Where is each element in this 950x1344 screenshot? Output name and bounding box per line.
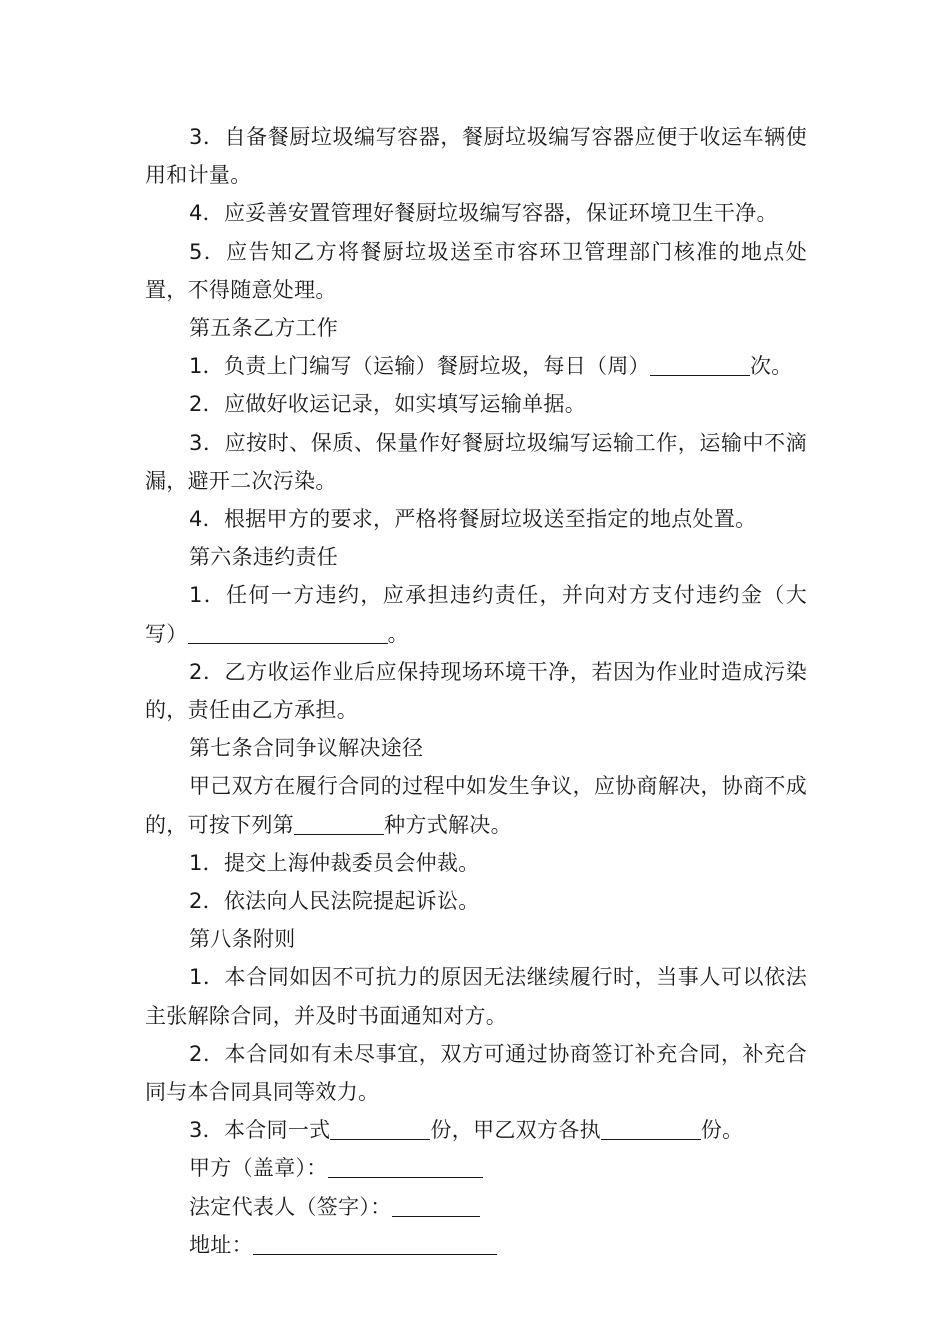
clause-paragraph <box>145 118 807 194</box>
paragraph-text: 2．应做好收运记录，如实填写运输单据。 <box>189 392 587 417</box>
paragraph-text: 甲己双方在履行合同的过程中如发生争议，应协商解决，协商不成的，可按下列第 <box>145 774 807 837</box>
paragraph-text: 2．乙方收运作业后应保持现场环境干净，若因为作业时造成污染的，责任由乙方承担。 <box>145 659 807 723</box>
heading-text: 第五条乙方工作 <box>189 316 339 341</box>
fill-blank-line <box>328 1155 483 1178</box>
paragraph-text: 1．负责上门编写（运输）餐厨垃圾，每日（周） <box>189 354 650 379</box>
paragraph-text: 1．任何一方违约，应承担违约责任，并向对方支付违约金（大写） <box>145 583 807 646</box>
clause-paragraph <box>145 1035 807 1111</box>
clause-paragraph <box>145 500 807 538</box>
section-heading <box>145 309 807 347</box>
clause-paragraph <box>145 767 807 843</box>
clause-paragraph <box>145 844 807 882</box>
fill-blank-line <box>601 1117 701 1140</box>
contract-body <box>145 118 807 1264</box>
clause-paragraph <box>145 347 807 385</box>
signature-label: 法定代表人（签字）： <box>189 1194 392 1219</box>
clause-paragraph <box>145 1111 807 1149</box>
clause-paragraph <box>145 653 807 729</box>
signature-label: 地址： <box>189 1232 253 1257</box>
section-heading <box>145 538 807 576</box>
paragraph-text: 份，甲乙双方各执 <box>430 1118 601 1143</box>
signature-label: 甲方（盖章）： <box>189 1156 328 1181</box>
heading-text: 第七条合同争议解决途径 <box>189 736 424 761</box>
paragraph-text: 份。 <box>700 1118 744 1143</box>
clause-paragraph <box>145 385 807 423</box>
paragraph-text: 次。 <box>749 354 793 379</box>
fill-blank-line <box>330 1117 430 1140</box>
paragraph-text: 4．根据甲方的要求，严格将餐厨垃圾送至指定的地点处置。 <box>189 507 757 532</box>
heading-text: 第六条违约责任 <box>189 545 339 570</box>
paragraph-text: 4．应妥善安置管理好餐厨垃圾编写容器，保证环境卫生干净。 <box>189 201 778 226</box>
fill-blank-line <box>253 1232 497 1255</box>
paragraph-text: 1．提交上海仲裁委员会仲裁。 <box>189 850 480 875</box>
paragraph-text: 2．依法向人民法院提起诉讼。 <box>189 889 480 914</box>
paragraph-text: 1．本合同如因不可抗力的原因无法继续履行时，当事人可以依法主张解除合同，并及时书面通知对方。 <box>145 965 807 1028</box>
fill-blank-line <box>294 812 384 835</box>
fill-blank-line <box>188 621 388 644</box>
paragraph-text: 3．自备餐厨垃圾编写容器，餐厨垃圾编写容器应便于收运车辆使用和计量。 <box>145 125 807 188</box>
section-heading <box>145 920 807 958</box>
fill-blank-line <box>650 353 750 376</box>
paragraph-text: 种方式解决。 <box>384 812 512 837</box>
paragraph-text: 2．本合同如有未尽事宜，双方可通过协商签订补充合同，补充合同与本合同具同等效力。 <box>145 1041 807 1105</box>
signature-line <box>145 1226 807 1264</box>
heading-text: 第八条附则 <box>189 927 296 952</box>
paragraph-text: 。 <box>387 621 409 646</box>
section-heading <box>145 729 807 767</box>
signature-line <box>145 1149 807 1187</box>
paragraph-text: 3．应按时、保质、保量作好餐厨垃圾编写运输工作，运输中不滴漏，避开二次污染。 <box>145 430 807 493</box>
fill-blank-line <box>392 1194 480 1217</box>
paragraph-text: 5．应告知乙方将餐厨垃圾送至市容环卫管理部门核准的地点处置，不得随意处理。 <box>145 239 807 302</box>
signature-line <box>145 1188 807 1226</box>
clause-paragraph <box>145 958 807 1034</box>
clause-paragraph <box>145 882 807 920</box>
clause-paragraph <box>145 233 807 309</box>
clause-paragraph <box>145 194 807 232</box>
clause-paragraph <box>145 424 807 500</box>
clause-paragraph <box>145 576 807 652</box>
paragraph-text: 3．本合同一式 <box>189 1118 331 1143</box>
